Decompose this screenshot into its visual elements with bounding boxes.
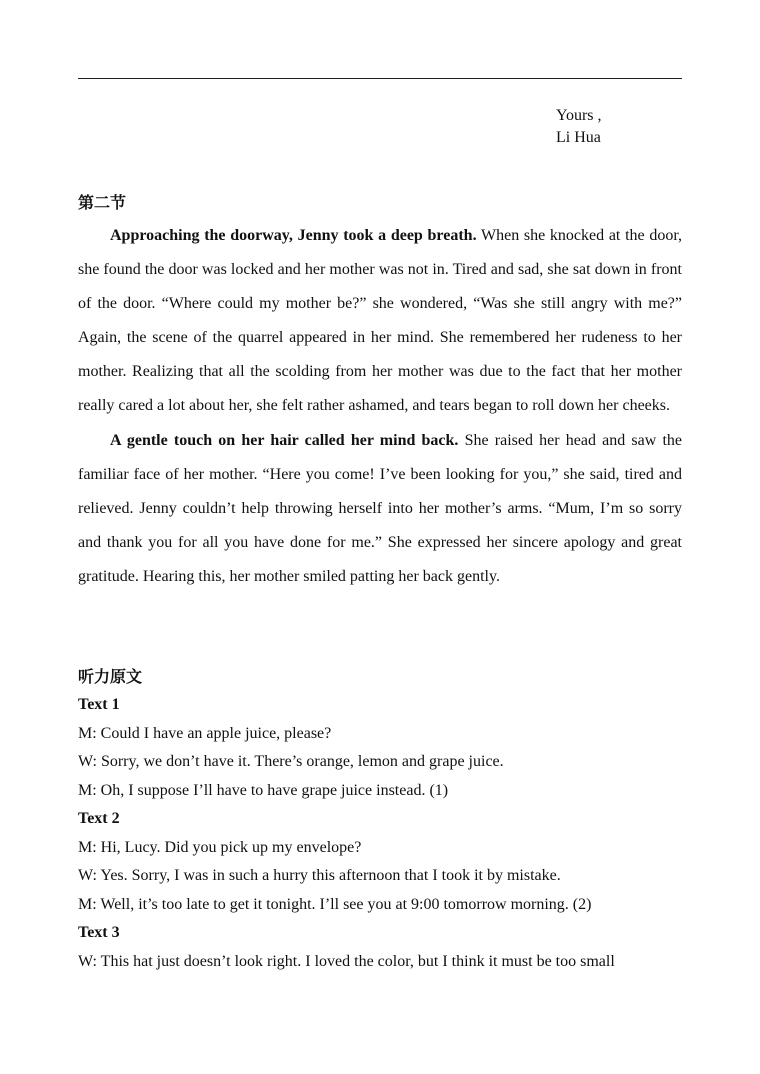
text-2-label: Text 2: [78, 810, 120, 827]
listening-transcript-heading: 听力原文: [78, 667, 143, 686]
letter-closing: Yours ,: [556, 107, 602, 124]
listening-transcript: [78, 691, 698, 976]
paragraph-1-body: When she knocked at the door, she found the door was locked and her mother was not in. Tired and sad, she sat down in front of the door. “Where could my mother be?” she wondered, “Was she still angry with me?” Again, the scene of the quarrel appeared in her mind. She remembered her rudeness to her mother. Realizing that all the scolding from her mother was due to the fact that her mother really cared a lot about her, she felt rather ashamed, and tears began to roll down her cheeks.: [78, 227, 683, 415]
text-3-label: Text 3: [78, 924, 120, 941]
paragraph-2-body: She raised her head and saw the familiar face of her mother. “Here you come! I’ve been looking for you,” she said, tired and relieved. Jenny couldn’t help throwing herself into her mother’s arms. “Mum, I’m so sorry and thank you for all you have done for me.” She expressed her sincere apology and great gratitude. Hearing this, her mother smiled patting her back gently.: [78, 431, 682, 585]
story-text: [78, 219, 682, 594]
paragraph-1-lead-sentence: Approaching the doorway, Jenny took a deep breath.: [110, 227, 477, 244]
dialogue-line: M: Could I have an apple juice, please?: [78, 724, 332, 742]
letter-signature-name: Li Hua: [556, 129, 601, 146]
dialogue-line: W: This hat just doesn’t look right. I loved the color, but I think it must be too small: [78, 952, 615, 970]
dialogue-line: M: Well, it’s too late to get it tonight. I’ll see you at 9:00 tomorrow morning. (2): [78, 895, 592, 913]
dialogue-line: W: Yes. Sorry, I was in such a hurry this afternoon that I took it by mistake.: [78, 867, 561, 884]
top-divider: [78, 78, 682, 79]
story-paragraph-1: [78, 219, 682, 424]
dialogue-line: M: Oh, I suppose I’ll have to have grape juice instead. (1): [78, 781, 449, 799]
section-two-heading: 第二节: [78, 193, 127, 212]
dialogue-line: M: Hi, Lucy. Did you pick up my envelope?: [78, 838, 362, 856]
story-paragraph-2: [78, 424, 682, 594]
paragraph-2-lead-sentence: A gentle touch on her hair called her mind back.: [110, 431, 459, 449]
dialogue-line: W: Sorry, we don’t have it. There’s orange, lemon and grape juice.: [78, 753, 504, 770]
text-1-label: Text 1: [78, 696, 120, 713]
